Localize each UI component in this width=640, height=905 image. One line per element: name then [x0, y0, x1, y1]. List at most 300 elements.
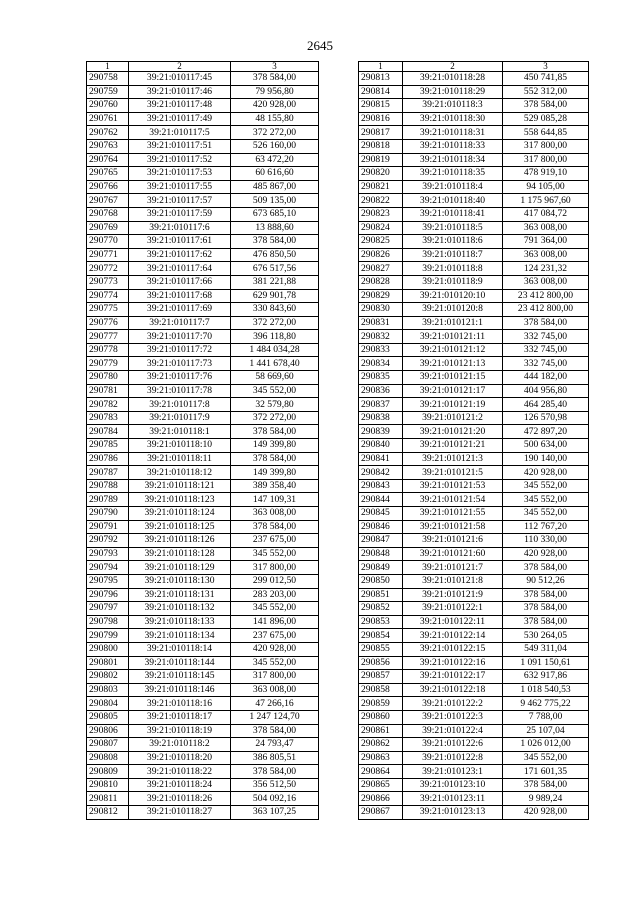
- cadastral-value: 237 675,00: [231, 629, 319, 643]
- row-number: 290850: [359, 574, 403, 588]
- row-number: 290819: [359, 153, 403, 167]
- table-row: [359, 180, 589, 194]
- row-number: 290771: [87, 248, 129, 262]
- cadastral-number: 39:21:010118:129: [129, 561, 231, 575]
- table-row: [87, 507, 319, 521]
- row-number: 290836: [359, 384, 403, 398]
- cadastral-number: 39:21:010118:26: [129, 792, 231, 806]
- cadastral-value: 363 008,00: [503, 275, 589, 289]
- table-row: [359, 235, 589, 249]
- table-row: [87, 235, 319, 249]
- table-row: [359, 289, 589, 303]
- table-row: [87, 479, 319, 493]
- cadastral-value: 147 109,31: [231, 493, 319, 507]
- table-row: [359, 343, 589, 357]
- table-row: [359, 697, 589, 711]
- row-number: 290820: [359, 167, 403, 181]
- row-number: 290784: [87, 425, 129, 439]
- cadastral-number: 39:21:010118:144: [129, 656, 231, 670]
- cadastral-number: 39:21:010122:1: [403, 602, 503, 616]
- table-row: [359, 425, 589, 439]
- cadastral-value: 60 616,60: [231, 167, 319, 181]
- row-number: 290758: [87, 72, 129, 86]
- row-number: 290809: [87, 765, 129, 779]
- cadastral-number: 39:21:010123:11: [403, 792, 503, 806]
- cadastral-value: 363 008,00: [231, 683, 319, 697]
- table-row: [87, 493, 319, 507]
- cadastral-number: 39:21:010123:10: [403, 778, 503, 792]
- cadastral-value: 381 221,88: [231, 275, 319, 289]
- table-row: [359, 629, 589, 643]
- cadastral-value: 363 008,00: [231, 507, 319, 521]
- row-number: 290804: [87, 697, 129, 711]
- cadastral-value: 317 800,00: [503, 139, 589, 153]
- cadastral-number: 39:21:010118:7: [403, 248, 503, 262]
- table-header-row: [359, 62, 589, 72]
- row-number: 290818: [359, 139, 403, 153]
- cadastral-value: 7 788,00: [503, 710, 589, 724]
- row-number: 290817: [359, 126, 403, 140]
- row-number: 290790: [87, 507, 129, 521]
- cadastral-value: 345 552,00: [503, 493, 589, 507]
- cadastral-number: 39:21:010118:31: [403, 126, 503, 140]
- cadastral-number: 39:21:010117:61: [129, 235, 231, 249]
- row-number: 290795: [87, 574, 129, 588]
- table-row: [87, 343, 319, 357]
- table-row: [87, 303, 319, 317]
- cadastral-value: 420 928,00: [503, 466, 589, 480]
- cadastral-number: 39:21:010118:123: [129, 493, 231, 507]
- cadastral-value: 420 928,00: [503, 806, 589, 820]
- cadastral-value: 110 330,00: [503, 534, 589, 548]
- cadastral-number: 39:21:010118:28: [403, 72, 503, 86]
- table-row: [87, 85, 319, 99]
- row-number: 290863: [359, 751, 403, 765]
- row-number: 290800: [87, 642, 129, 656]
- row-number: 290857: [359, 670, 403, 684]
- cadastral-number: 39:21:010117:70: [129, 330, 231, 344]
- row-number: 290835: [359, 371, 403, 385]
- table-row: [87, 629, 319, 643]
- table-row: [359, 588, 589, 602]
- cadastral-value: 549 311,04: [503, 642, 589, 656]
- table-row: [359, 411, 589, 425]
- cadastral-value: 363 107,25: [231, 806, 319, 820]
- row-number: 290839: [359, 425, 403, 439]
- cadastral-number: 39:21:010118:5: [403, 221, 503, 235]
- table-row: [359, 493, 589, 507]
- cadastral-number: 39:21:010118:34: [403, 153, 503, 167]
- cadastral-value: 23 412 800,00: [503, 289, 589, 303]
- cadastral-value: 386 805,51: [231, 751, 319, 765]
- cadastral-value: 32 579,80: [231, 398, 319, 412]
- cadastral-number: 39:21:010118:128: [129, 547, 231, 561]
- cadastral-value: 1 091 150,61: [503, 656, 589, 670]
- row-number: 290781: [87, 384, 129, 398]
- cadastral-value: 673 685,10: [231, 207, 319, 221]
- table-row: [359, 778, 589, 792]
- row-number: 290762: [87, 126, 129, 140]
- cadastral-number: 39:21:010117:46: [129, 85, 231, 99]
- cadastral-number: 39:21:010121:6: [403, 534, 503, 548]
- cadastral-value: 558 644,85: [503, 126, 589, 140]
- row-number: 290853: [359, 615, 403, 629]
- table-row: [359, 384, 589, 398]
- row-number: 290783: [87, 411, 129, 425]
- table-row: [359, 534, 589, 548]
- table-row: [87, 139, 319, 153]
- cadastral-number: 39:21:010118:121: [129, 479, 231, 493]
- cadastral-number: 39:21:010121:12: [403, 343, 503, 357]
- cadastral-number: 39:21:010117:72: [129, 343, 231, 357]
- row-number: 290837: [359, 398, 403, 412]
- row-number: 290770: [87, 235, 129, 249]
- cadastral-value: 420 928,00: [231, 642, 319, 656]
- row-number: 290830: [359, 303, 403, 317]
- table-row: [359, 792, 589, 806]
- cadastral-number: 39:21:010117:53: [129, 167, 231, 181]
- row-number: 290776: [87, 316, 129, 330]
- row-number: 290844: [359, 493, 403, 507]
- row-number: 290848: [359, 547, 403, 561]
- cadastral-value: 530 264,05: [503, 629, 589, 643]
- table-row: [87, 683, 319, 697]
- cadastral-number: 39:21:010122:16: [403, 656, 503, 670]
- cadastral-value: 378 584,00: [503, 778, 589, 792]
- cadastral-value: 378 584,00: [503, 615, 589, 629]
- cadastral-value: 378 584,00: [231, 235, 319, 249]
- cadastral-number: 39:21:010118:2: [129, 738, 231, 752]
- table-row: [87, 398, 319, 412]
- table-row: [359, 466, 589, 480]
- cadastral-value: 504 092,16: [231, 792, 319, 806]
- table-row: [359, 751, 589, 765]
- table-row: [359, 710, 589, 724]
- table-row: [87, 778, 319, 792]
- cadastral-value: 472 897,20: [503, 425, 589, 439]
- row-number: 290793: [87, 547, 129, 561]
- table-row: [87, 384, 319, 398]
- cadastral-value: 124 231,32: [503, 262, 589, 276]
- row-number: 290828: [359, 275, 403, 289]
- cadastral-value: 90 512,26: [503, 574, 589, 588]
- table-row: [359, 656, 589, 670]
- table-row: [87, 520, 319, 534]
- row-number: 290806: [87, 724, 129, 738]
- cadastral-number: 39:21:010118:132: [129, 602, 231, 616]
- cadastral-number: 39:21:010117:49: [129, 112, 231, 126]
- cadastral-value: 1 484 034,28: [231, 343, 319, 357]
- cadastral-number: 39:21:010117:73: [129, 357, 231, 371]
- row-number: 290859: [359, 697, 403, 711]
- cadastral-number: 39:21:010121:3: [403, 452, 503, 466]
- cadastral-value: 283 203,00: [231, 588, 319, 602]
- table-row: [359, 167, 589, 181]
- table-row: [359, 602, 589, 616]
- cadastral-value: 332 745,00: [503, 330, 589, 344]
- cadastral-number: 39:21:010118:125: [129, 520, 231, 534]
- cadastral-number: 39:21:010118:133: [129, 615, 231, 629]
- cadastral-value: 1 175 967,60: [503, 194, 589, 208]
- table-row: [359, 520, 589, 534]
- table-row: [359, 806, 589, 820]
- column-header-cadastral: 2: [129, 62, 231, 72]
- table-row: [359, 439, 589, 453]
- table-row: [359, 615, 589, 629]
- table-row: [87, 574, 319, 588]
- cadastral-number: 39:21:010117:59: [129, 207, 231, 221]
- table-row: [87, 751, 319, 765]
- table-row: [359, 275, 589, 289]
- cadastral-number: 39:21:010121:20: [403, 425, 503, 439]
- row-number: 290796: [87, 588, 129, 602]
- cadastral-value: 378 584,00: [503, 602, 589, 616]
- row-number: 290786: [87, 452, 129, 466]
- table-row: [87, 425, 319, 439]
- table-row: [359, 330, 589, 344]
- row-number: 290838: [359, 411, 403, 425]
- row-number: 290812: [87, 806, 129, 820]
- table-row: [359, 371, 589, 385]
- cadastral-number: 39:21:010117:78: [129, 384, 231, 398]
- cadastral-value: 372 272,00: [231, 316, 319, 330]
- table-row: [87, 275, 319, 289]
- row-number: 290822: [359, 194, 403, 208]
- cadastral-number: 39:21:010121:13: [403, 357, 503, 371]
- cadastral-value: 417 084,72: [503, 207, 589, 221]
- row-number: 290773: [87, 275, 129, 289]
- table-row: [87, 248, 319, 262]
- row-number: 290803: [87, 683, 129, 697]
- cadastral-value: 629 901,78: [231, 289, 319, 303]
- table-row: [87, 724, 319, 738]
- row-number: 290814: [359, 85, 403, 99]
- row-number: 290867: [359, 806, 403, 820]
- cadastral-value: 317 800,00: [503, 153, 589, 167]
- table-row: [87, 547, 319, 561]
- row-number: 290808: [87, 751, 129, 765]
- table-row: [359, 303, 589, 317]
- cadastral-number: 39:21:010120:10: [403, 289, 503, 303]
- table-row: [87, 194, 319, 208]
- cadastral-value: 190 140,00: [503, 452, 589, 466]
- cadastral-value: 237 675,00: [231, 534, 319, 548]
- cadastral-number: 39:21:010122:3: [403, 710, 503, 724]
- cadastral-number: 39:21:010122:17: [403, 670, 503, 684]
- cadastral-number: 39:21:010118:145: [129, 670, 231, 684]
- cadastral-number: 39:21:010122:2: [403, 697, 503, 711]
- cadastral-number: 39:21:010117:55: [129, 180, 231, 194]
- table-row: [359, 398, 589, 412]
- cadastral-value: 378 584,00: [231, 425, 319, 439]
- row-number: 290816: [359, 112, 403, 126]
- table-row: [359, 139, 589, 153]
- cadastral-number: 39:21:010117:57: [129, 194, 231, 208]
- cadastral-value: 363 008,00: [503, 221, 589, 235]
- cadastral-value: 632 917,86: [503, 670, 589, 684]
- row-number: 290855: [359, 642, 403, 656]
- row-number: 290861: [359, 724, 403, 738]
- row-number: 290858: [359, 683, 403, 697]
- cadastral-number: 39:21:010117:51: [129, 139, 231, 153]
- registry-table-left: [86, 61, 319, 820]
- row-number: 290805: [87, 710, 129, 724]
- row-number: 290787: [87, 466, 129, 480]
- cadastral-value: 79 956,80: [231, 85, 319, 99]
- row-number: 290782: [87, 398, 129, 412]
- table-row: [359, 194, 589, 208]
- row-number: 290856: [359, 656, 403, 670]
- cadastral-value: 389 358,40: [231, 479, 319, 493]
- row-number: 290767: [87, 194, 129, 208]
- cadastral-value: 529 085,28: [503, 112, 589, 126]
- cadastral-value: 112 767,20: [503, 520, 589, 534]
- cadastral-value: 317 800,00: [231, 670, 319, 684]
- table-row: [359, 262, 589, 276]
- cadastral-number: 39:21:010121:21: [403, 439, 503, 453]
- cadastral-number: 39:21:010121:5: [403, 466, 503, 480]
- table-row: [359, 207, 589, 221]
- cadastral-value: 444 182,00: [503, 371, 589, 385]
- table-row: [87, 357, 319, 371]
- cadastral-number: 39:21:010118:20: [129, 751, 231, 765]
- row-number: 290826: [359, 248, 403, 262]
- cadastral-number: 39:21:010118:4: [403, 180, 503, 194]
- table-row: [87, 534, 319, 548]
- table-row: [87, 697, 319, 711]
- row-number: 290801: [87, 656, 129, 670]
- cadastral-number: 39:21:010118:33: [403, 139, 503, 153]
- cadastral-number: 39:21:010122:15: [403, 642, 503, 656]
- table-row: [87, 207, 319, 221]
- cadastral-value: 47 266,16: [231, 697, 319, 711]
- cadastral-value: 378 584,00: [231, 520, 319, 534]
- row-number: 290813: [359, 72, 403, 86]
- cadastral-number: 39:21:010120:8: [403, 303, 503, 317]
- row-number: 290766: [87, 180, 129, 194]
- cadastral-value: 345 552,00: [231, 384, 319, 398]
- cadastral-number: 39:21:010121:60: [403, 547, 503, 561]
- cadastral-value: 149 399,80: [231, 439, 319, 453]
- cadastral-number: 39:21:010122:6: [403, 738, 503, 752]
- row-number: 290842: [359, 466, 403, 480]
- row-number: 290854: [359, 629, 403, 643]
- cadastral-value: 1 441 678,40: [231, 357, 319, 371]
- cadastral-value: 345 552,00: [503, 479, 589, 493]
- cadastral-number: 39:21:010117:68: [129, 289, 231, 303]
- cadastral-number: 39:21:010117:9: [129, 411, 231, 425]
- table-row: [359, 547, 589, 561]
- table-row: [87, 710, 319, 724]
- row-number: 290811: [87, 792, 129, 806]
- table-row: [87, 452, 319, 466]
- row-number: 290780: [87, 371, 129, 385]
- cadastral-number: 39:21:010118:1: [129, 425, 231, 439]
- cadastral-value: 396 118,80: [231, 330, 319, 344]
- row-number: 290807: [87, 738, 129, 752]
- row-number: 290840: [359, 439, 403, 453]
- row-number: 290862: [359, 738, 403, 752]
- cadastral-number: 39:21:010117:5: [129, 126, 231, 140]
- cadastral-number: 39:21:010117:66: [129, 275, 231, 289]
- row-number: 290799: [87, 629, 129, 643]
- column-header-cadastral: 2: [403, 62, 503, 72]
- row-number: 290810: [87, 778, 129, 792]
- cadastral-number: 39:21:010118:14: [129, 642, 231, 656]
- cadastral-value: 25 107,04: [503, 724, 589, 738]
- column-header-number: 1: [87, 62, 129, 72]
- table-row: [359, 642, 589, 656]
- cadastral-number: 39:21:010123:13: [403, 806, 503, 820]
- cadastral-number: 39:21:010118:134: [129, 629, 231, 643]
- cadastral-number: 39:21:010117:52: [129, 153, 231, 167]
- table-row: [87, 72, 319, 86]
- cadastral-number: 39:21:010118:130: [129, 574, 231, 588]
- cadastral-value: 378 584,00: [503, 561, 589, 575]
- cadastral-number: 39:21:010117:64: [129, 262, 231, 276]
- row-number: 290779: [87, 357, 129, 371]
- cadastral-value: 13 888,60: [231, 221, 319, 235]
- row-number: 290774: [87, 289, 129, 303]
- cadastral-value: 126 570,98: [503, 411, 589, 425]
- cadastral-number: 39:21:010118:35: [403, 167, 503, 181]
- cadastral-number: 39:21:010118:146: [129, 683, 231, 697]
- table-row: [87, 371, 319, 385]
- table-row: [87, 112, 319, 126]
- row-number: 290785: [87, 439, 129, 453]
- cadastral-value: 378 584,00: [231, 72, 319, 86]
- row-number: 290852: [359, 602, 403, 616]
- row-number: 290860: [359, 710, 403, 724]
- cadastral-number: 39:21:010118:10: [129, 439, 231, 453]
- cadastral-number: 39:21:010117:69: [129, 303, 231, 317]
- table-row: [87, 180, 319, 194]
- cadastral-value: 378 584,00: [503, 316, 589, 330]
- table-row: [359, 85, 589, 99]
- cadastral-number: 39:21:010117:62: [129, 248, 231, 262]
- cadastral-value: 9 989,24: [503, 792, 589, 806]
- row-number: 290846: [359, 520, 403, 534]
- cadastral-value: 378 584,00: [231, 765, 319, 779]
- cadastral-number: 39:21:010118:16: [129, 697, 231, 711]
- cadastral-value: 149 399,80: [231, 466, 319, 480]
- cadastral-value: 378 584,00: [503, 588, 589, 602]
- cadastral-value: 48 155,80: [231, 112, 319, 126]
- cadastral-number: 39:21:010117:8: [129, 398, 231, 412]
- table-row: [87, 642, 319, 656]
- row-number: 290794: [87, 561, 129, 575]
- row-number: 290778: [87, 343, 129, 357]
- cadastral-value: 378 584,00: [231, 452, 319, 466]
- table-row: [87, 561, 319, 575]
- table-row: [359, 479, 589, 493]
- row-number: 290849: [359, 561, 403, 575]
- row-number: 290764: [87, 153, 129, 167]
- table-row: [359, 316, 589, 330]
- cadastral-number: 39:21:010118:3: [403, 99, 503, 113]
- row-number: 290843: [359, 479, 403, 493]
- table-row: [359, 561, 589, 575]
- row-number: 290760: [87, 99, 129, 113]
- row-number: 290802: [87, 670, 129, 684]
- cadastral-number: 39:21:010121:53: [403, 479, 503, 493]
- table-row: [87, 466, 319, 480]
- cadastral-number: 39:21:010118:131: [129, 588, 231, 602]
- cadastral-value: 485 867,00: [231, 180, 319, 194]
- table-row: [87, 615, 319, 629]
- row-number: 290792: [87, 534, 129, 548]
- cadastral-number: 39:21:010118:12: [129, 466, 231, 480]
